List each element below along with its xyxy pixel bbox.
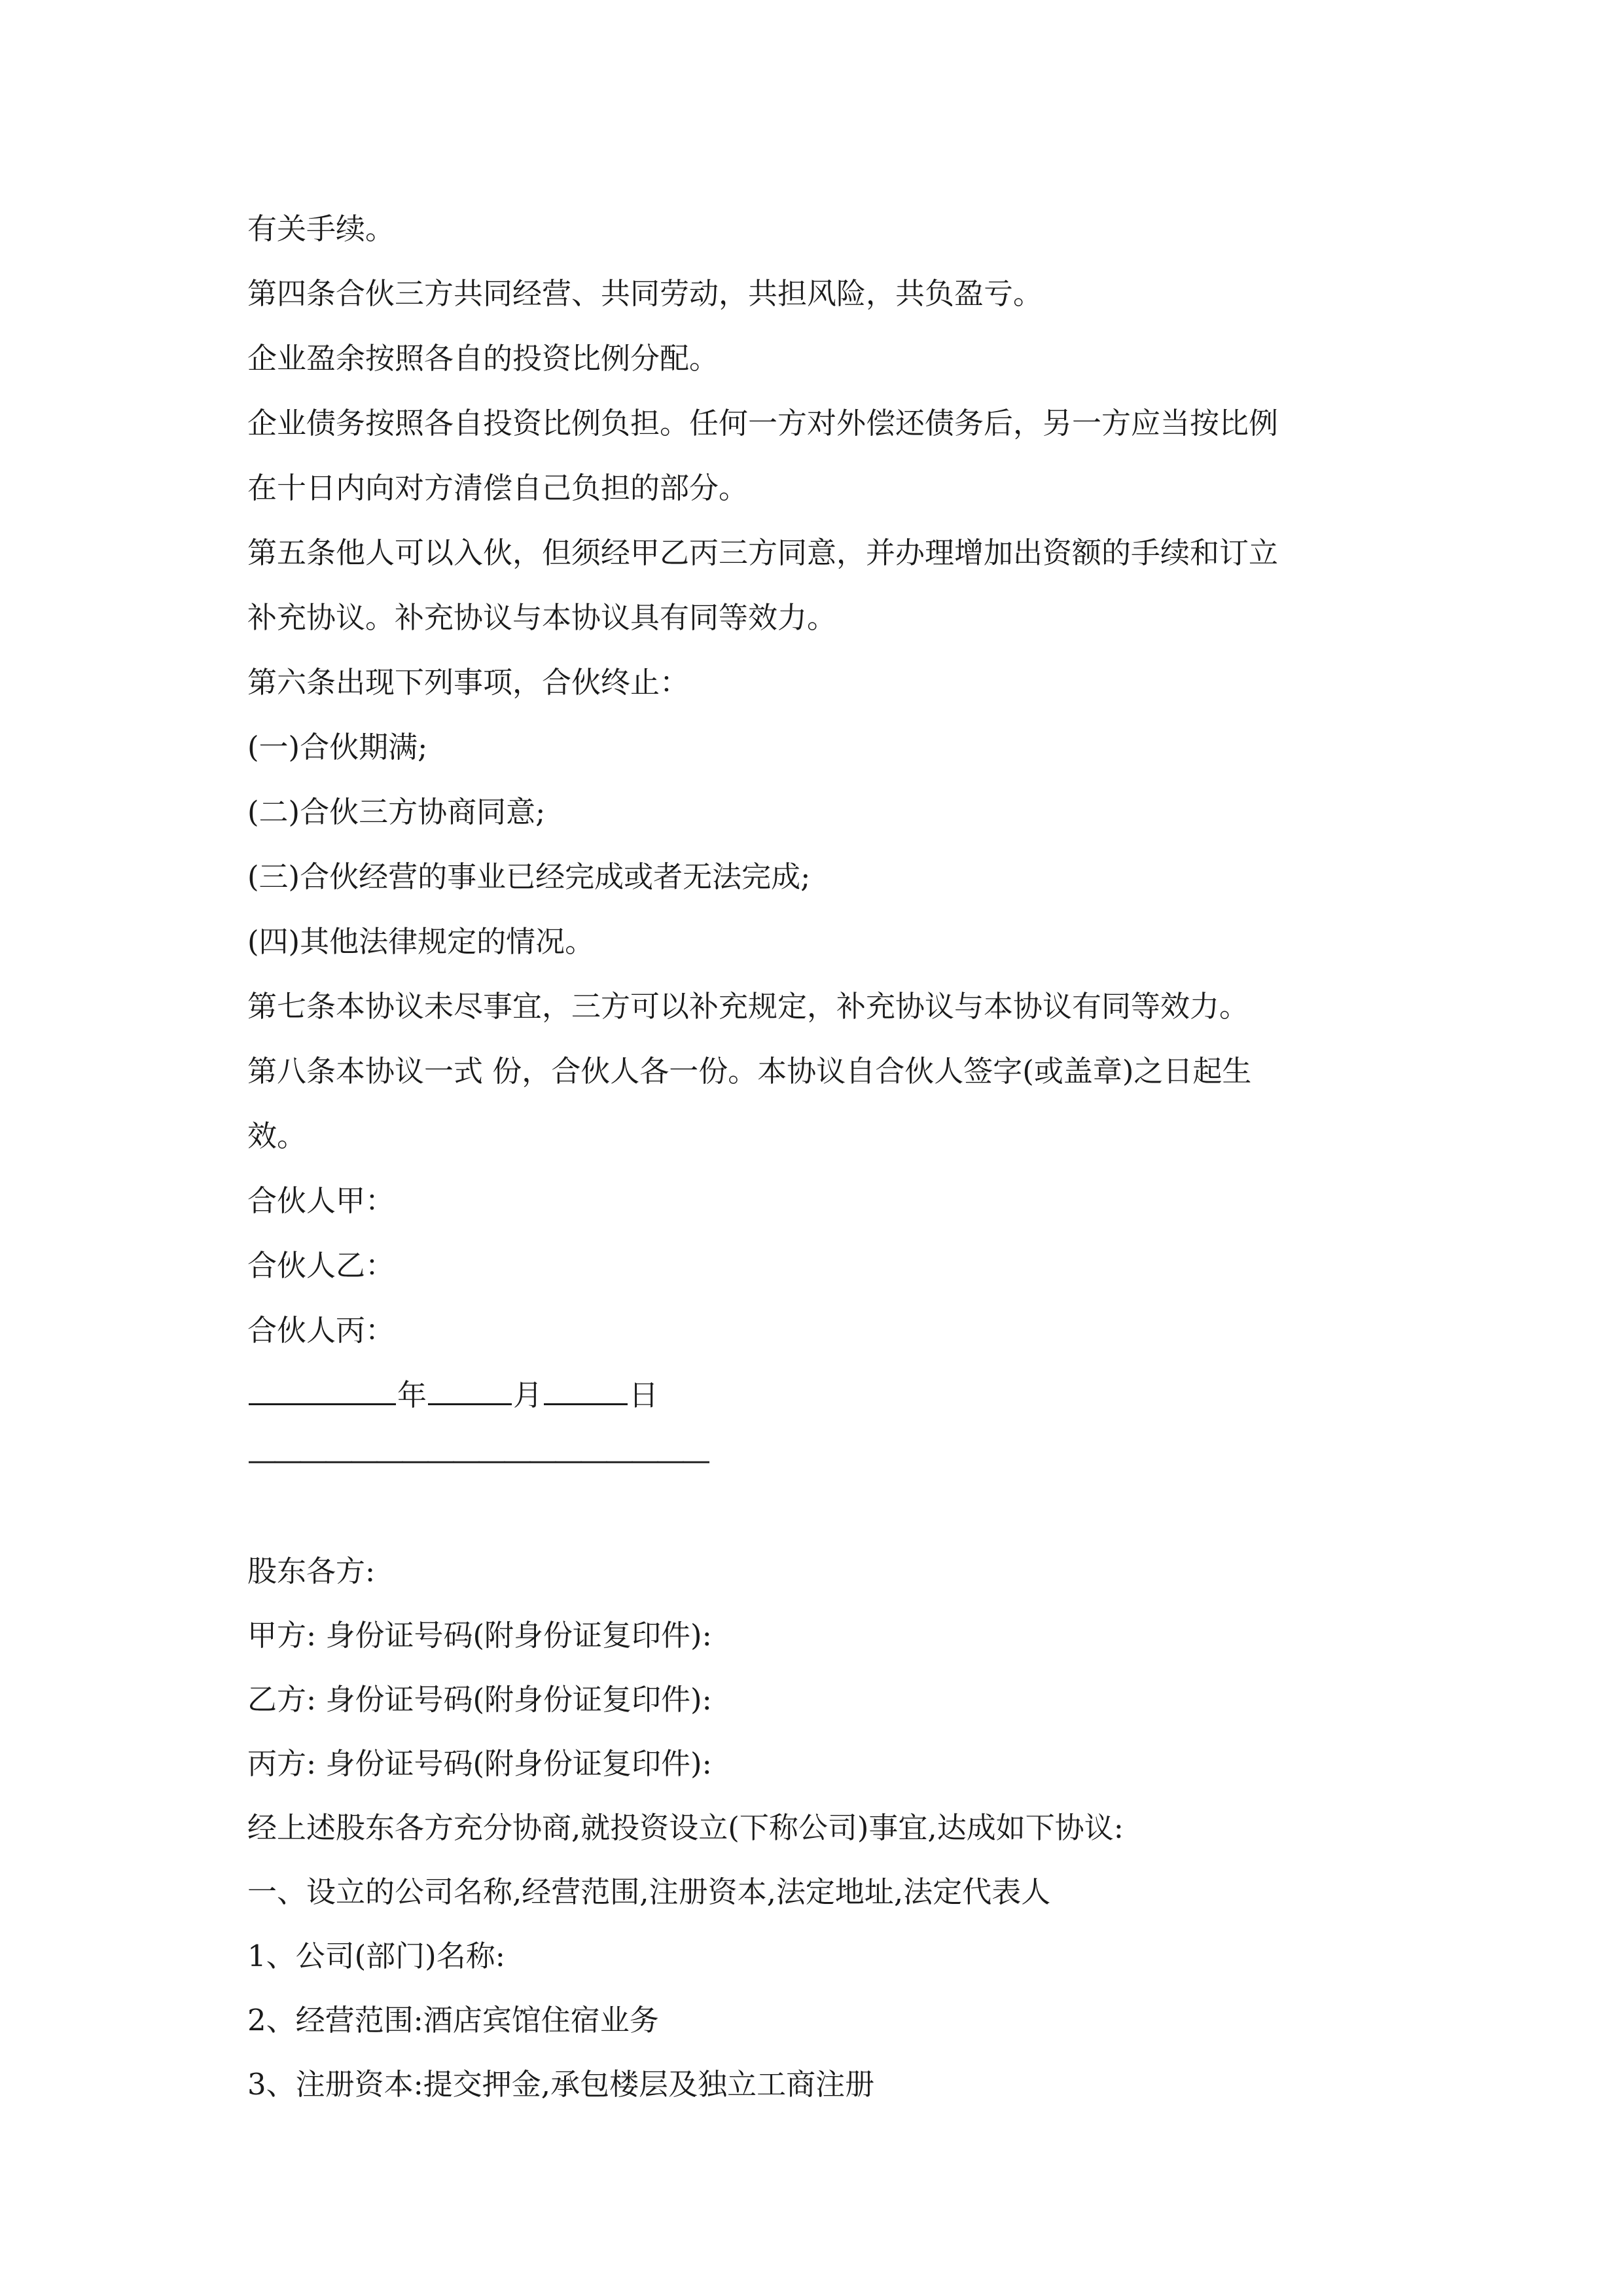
date-line	[247, 1363, 1399, 1427]
article-5: 第五条他人可以入伙，但须经甲乙丙三方同意，并办理增加出资额的手续和订立	[247, 535, 1279, 570]
spacer	[247, 1492, 1399, 1539]
month-label: 月	[513, 1378, 543, 1412]
text-line: 补充协议。补充协议与本协议具有同等效力。	[247, 600, 837, 635]
month-blank	[428, 1378, 512, 1405]
company-name-item: 1、公司(部门)名称:	[247, 1939, 505, 1973]
text-line: 有关手续。	[247, 211, 395, 246]
shareholders-heading: 股东各方:	[247, 1554, 376, 1588]
list-item: (四)其他法律规定的情况。	[247, 924, 595, 959]
year-blank	[249, 1378, 396, 1405]
partner-a-signature: 合伙人甲：	[247, 1183, 395, 1218]
article-8: 第八条本协议一式 份，合伙人各一份。本协议自合伙人签字(或盖章)之日起生	[247, 1054, 1252, 1088]
text-line: 效。	[247, 1119, 307, 1153]
business-scope-item: 2、经营范围:酒店宾馆住宿业务	[247, 2003, 659, 2037]
partner-c-signature: 合伙人丙：	[247, 1313, 395, 1348]
section-1-heading: 一、设立的公司名称,经营范围,注册资本,法定地址,法定代表人	[247, 1874, 1051, 1909]
text-line: 在十日内向对方清偿自己负担的部分。	[247, 471, 749, 505]
registered-capital-item: 3、注册资本:提交押金,承包楼层及独立工商注册	[247, 2067, 875, 2102]
list-item: (二)合伙三方协商同意;	[247, 795, 546, 829]
text-line: 企业债务按照各自投资比例负担。任何一方对外偿还债务后，另一方应当按比例	[247, 406, 1279, 440]
day-blank	[544, 1378, 628, 1405]
year-label: 年	[397, 1378, 427, 1412]
section-separator: ——————————————————	[247, 1443, 707, 1477]
list-item: (三)合伙经营的事业已经完成或者无法完成;	[247, 859, 811, 894]
agreement-intro: 经上述股东各方充分协商,就投资设立(下称公司)事宜,达成如下协议:	[247, 1810, 1124, 1845]
partner-b-signature: 合伙人乙：	[247, 1248, 395, 1283]
article-7: 第七条本协议未尽事宜，三方可以补充规定，补充协议与本协议有同等效力。	[247, 989, 1249, 1024]
document-body	[247, 196, 1399, 2117]
article-6: 第六条出现下列事项，合伙终止：	[247, 665, 690, 700]
party-c-line: 丙方: 身份证号码(附身份证复印件):	[247, 1746, 712, 1781]
party-b-line: 乙方: 身份证号码(附身份证复印件):	[247, 1682, 712, 1717]
text-line: 企业盈余按照各自的投资比例分配。	[247, 341, 719, 376]
article-4: 第四条合伙三方共同经营、共同劳动，共担风险，共负盈亏。	[247, 276, 1043, 311]
party-a-line: 甲方: 身份证号码(附身份证复印件):	[247, 1618, 712, 1653]
list-item: (一)合伙期满;	[247, 730, 428, 764]
day-label: 日	[629, 1378, 659, 1412]
